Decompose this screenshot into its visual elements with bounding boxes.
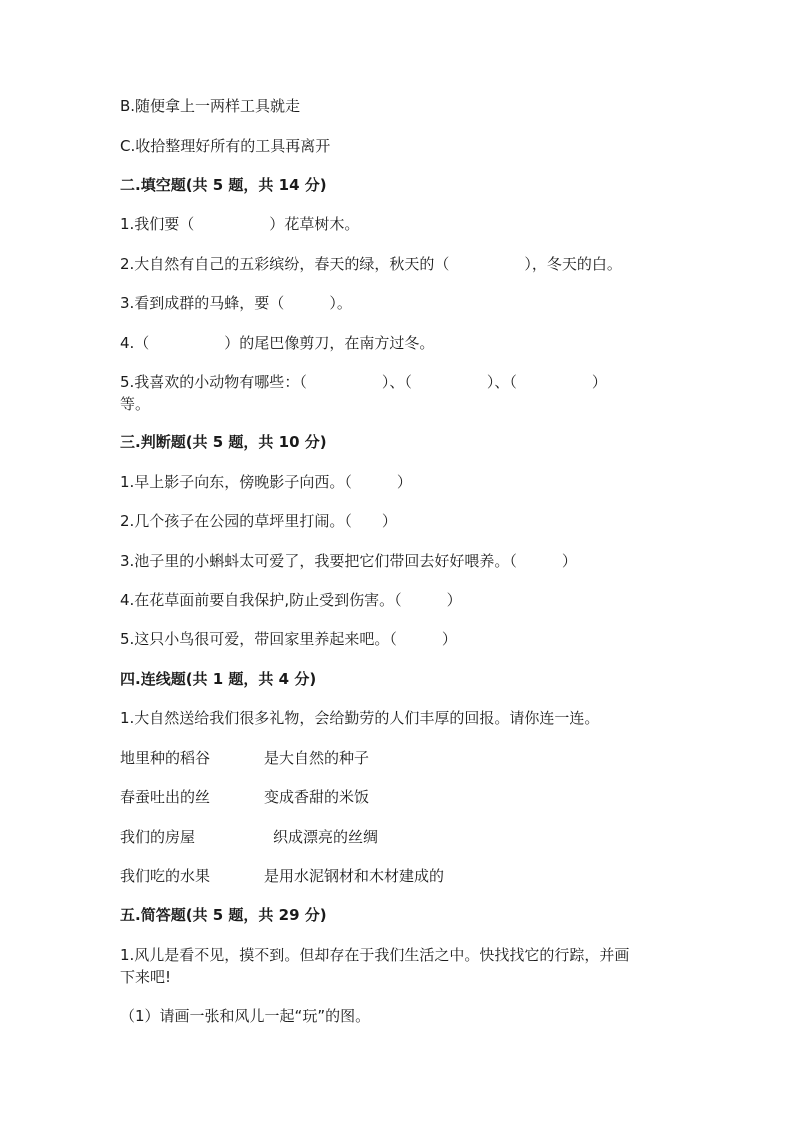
option-b: B.随便拿上一两样工具就走	[120, 97, 301, 115]
judgment-q1: 1.早上影子向东，傍晚影子向西。（ ）	[120, 473, 412, 491]
fill-blank-q5-line2: 等。	[120, 395, 151, 413]
matching-q1: 1.大自然送给我们很多礼物，会给勤劳的人们丰厚的回报。请你连一连。	[120, 709, 600, 727]
fill-blank-q5-line1: 5.我喜欢的小动物有哪些：（ ）、（ ）、（ ）	[120, 373, 607, 391]
matching-left-item: 我们吃的水果	[120, 867, 211, 885]
section-matching-title: 四.连线题(共 1 题，共 4 分)	[120, 670, 317, 688]
fill-blank-q3: 3.看到成群的马蜂，要（ ）。	[120, 294, 352, 312]
short-answer-q1-line2: 下来吧!	[120, 968, 172, 986]
judgment-q4: 4.在花草面前要自我保护,防止受到伤害。（ ）	[120, 591, 462, 609]
short-answer-q1-sub1: （1）请画一张和风儿一起“玩”的图。	[120, 1007, 371, 1025]
matching-left-item: 地里种的稻谷	[120, 749, 211, 767]
matching-right-item: 变成香甜的米饭	[264, 788, 370, 806]
section-judgment-title: 三.判断题(共 5 题，共 10 分)	[120, 433, 327, 451]
matching-left-item: 我们的房屋	[120, 828, 196, 846]
judgment-q2: 2.几个孩子在公园的草坪里打闹。（ ）	[120, 512, 397, 530]
matching-right-item: 织成漂亮的丝绸	[273, 828, 379, 846]
short-answer-q1-line1: 1.风儿是看不见，摸不到。但却存在于我们生活之中。快找找它的行踪，并画	[120, 946, 630, 964]
matching-left-item: 春蚕吐出的丝	[120, 788, 211, 806]
section-short-answer-title: 五.简答题(共 5 题，共 29 分)	[120, 906, 327, 924]
judgment-q5: 5.这只小鸟很可爱，带回家里养起来吧。（ ）	[120, 630, 457, 648]
fill-blank-q1: 1.我们要（ ）花草树木。	[120, 215, 360, 233]
matching-right-item: 是大自然的种子	[264, 749, 370, 767]
matching-right-item: 是用水泥钢材和木材建成的	[264, 867, 445, 885]
fill-blank-q2: 2.大自然有自己的五彩缤纷，春天的绿，秋天的（ ），冬天的白。	[120, 255, 622, 273]
option-c: C.收拾整理好所有的工具再离开	[120, 137, 331, 155]
fill-blank-q4: 4.（ ）的尾巴像剪刀，在南方过冬。	[120, 334, 435, 352]
section-fill-blank-title: 二.填空题(共 5 题，共 14 分)	[120, 176, 327, 194]
judgment-q3: 3.池子里的小蝌蚪太可爱了，我要把它们带回去好好喂养。（ ）	[120, 552, 577, 570]
